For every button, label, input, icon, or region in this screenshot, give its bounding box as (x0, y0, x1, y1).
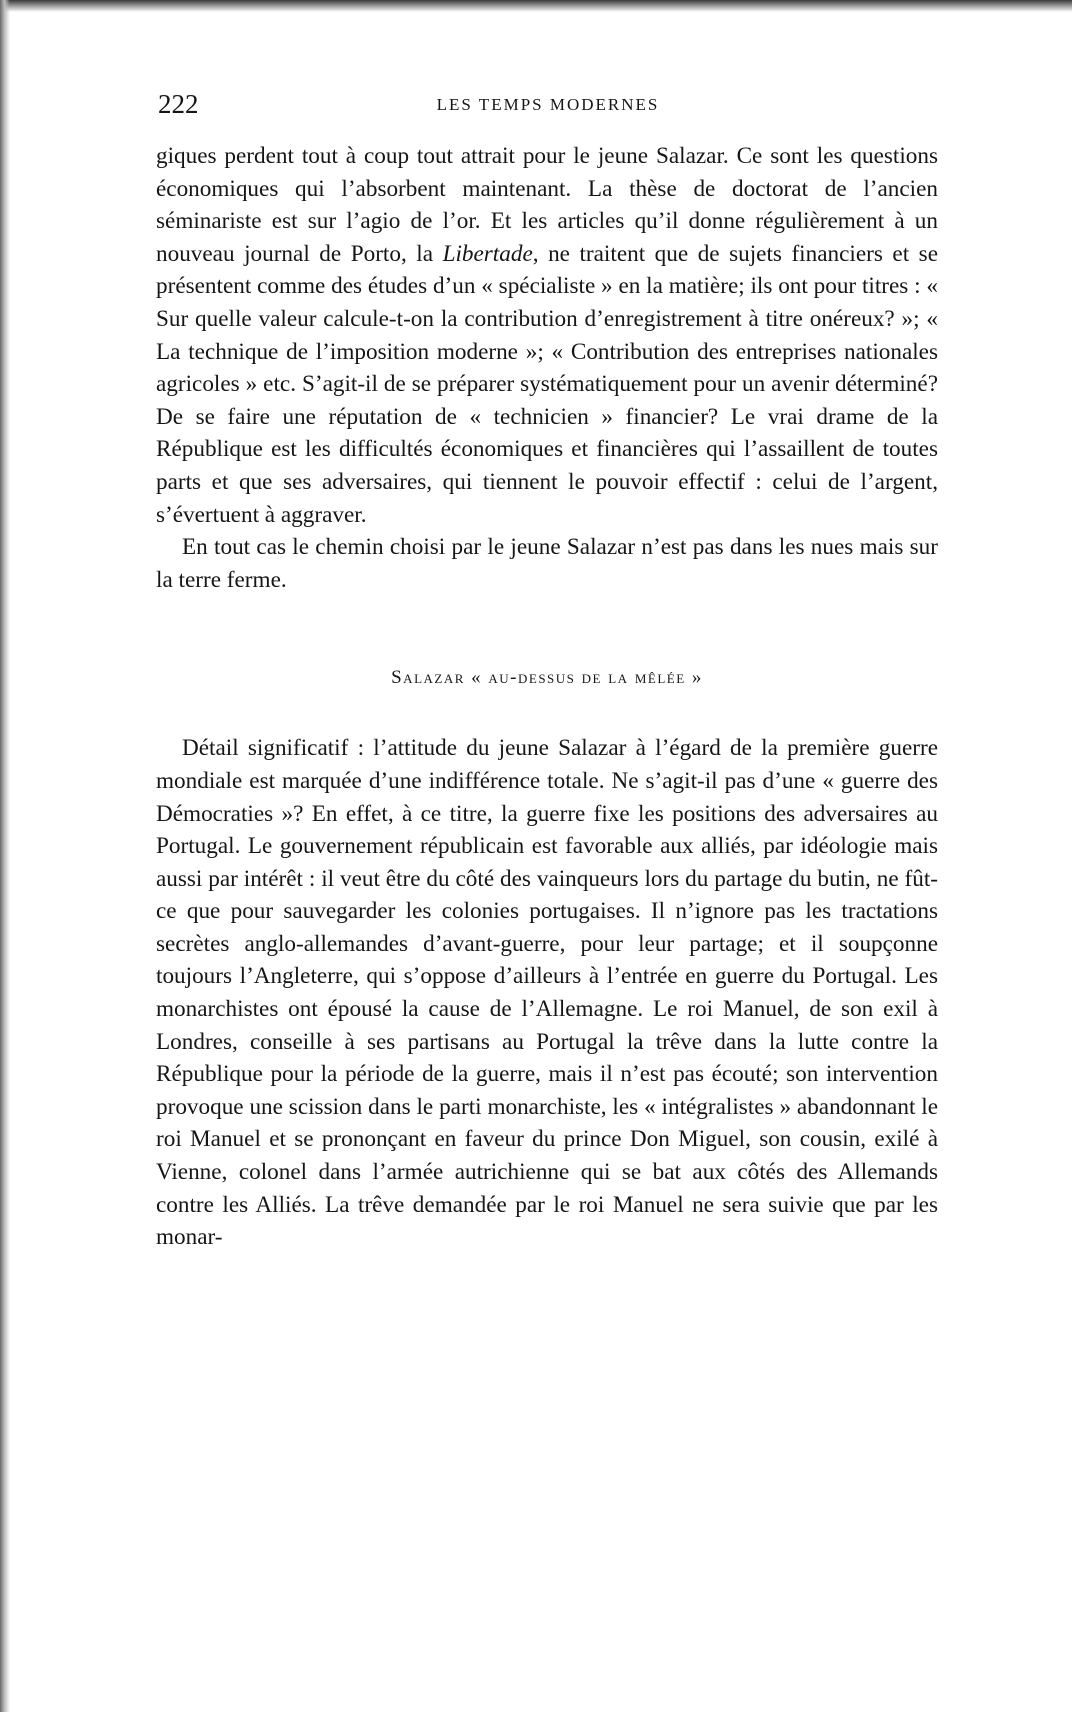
scan-left-edge (0, 0, 10, 1712)
journal-title: LES TEMPS MODERNES (436, 95, 660, 114)
paragraph-continuation (156, 140, 938, 531)
scan-top-edge (0, 0, 1072, 12)
paragraph: En tout cas le chemin choisi par le jeune Salazar n’est pas dans les nues mais sur la terre ferme. (156, 534, 938, 593)
newspaper-title: Libertade (442, 240, 533, 267)
paragraph-text: , ne traitent que de sujets financiers et se présentent comme des études d’un « spécialiste » en la matière; ils ont pour titres : « Sur quelle valeur calcule-t-on la contribution d’enregistrement à titre onéreux? »; « La technique de l’imposition moderne »; « Contribution des entreprises nationales agricoles » etc. S’agit-il de se préparer systématiquement pour un avenir déterminé? De se faire une réputation de « technicien » financier? Le vrai drame de la République est les difficultés économiques et financières qui l’assaillent de toutes parts et que ses adversaires, qui tiennent le pouvoir effectif : celui de l’argent, s’évertuent à aggraver. (156, 240, 938, 528)
paragraph-text: giques perdent tout à coup tout attrait pour le jeune Salazar. Ce sont les questions économiques qui l’absorbent maintenant. La thèse de doctorat de l’ancien séminariste est sur l’agio de l’or. Et les articles qu’il donne régulièrement à un nouveau journal de Porto, la (156, 143, 938, 267)
paragraph: Détail significatif : l’attitude du jeune Salazar à l’égard de la première guerre mondiale est marquée d’une indifférence totale. Ne s’agit-il pas d’une « guerre des Démocraties »? En effet, à ce titre, la guerre fixe les positions des adversaires au Portugal. Le gouvernement républicain est favorable aux alliés, par idéologie mais aussi par intérêt : il veut être du côté des vainqueurs lors du partage du butin, ne fût-ce que pour sauvegarder les colonies portugaises. Il n’ignore pas les tractations secrètes anglo-allemandes d’avant-guerre, pour leur partage; et il soupçonne toujours l’Angleterre, qui s’oppose d’ailleurs à l’entrée en guerre du Portugal. Les monarchistes ont épousé la cause de l’Allemagne. Le roi Manuel, de son exil à Londres, conseille à ses partisans au Portugal la trêve dans la lutte contre la République pour la période de la guerre, mais il n’est pas écouté; son intervention provoque une scission dans le parti monarchiste, les « intégralistes » abandonnant le roi Manuel et se prononçant en faveur du prince Don Miguel, son cousin, exilé à Vienne, colonel dans l’armée autrichienne qui se bat aux côtés des Allemands contre les Alliés. La trêve demandée par le roi Manuel ne sera suivie que par les monar- (156, 735, 938, 1251)
running-head (158, 86, 938, 122)
section-heading: Salazar « au-dessus de la mêlée » (391, 667, 703, 689)
main-text (156, 140, 938, 1254)
page-number: 222 (158, 89, 199, 119)
